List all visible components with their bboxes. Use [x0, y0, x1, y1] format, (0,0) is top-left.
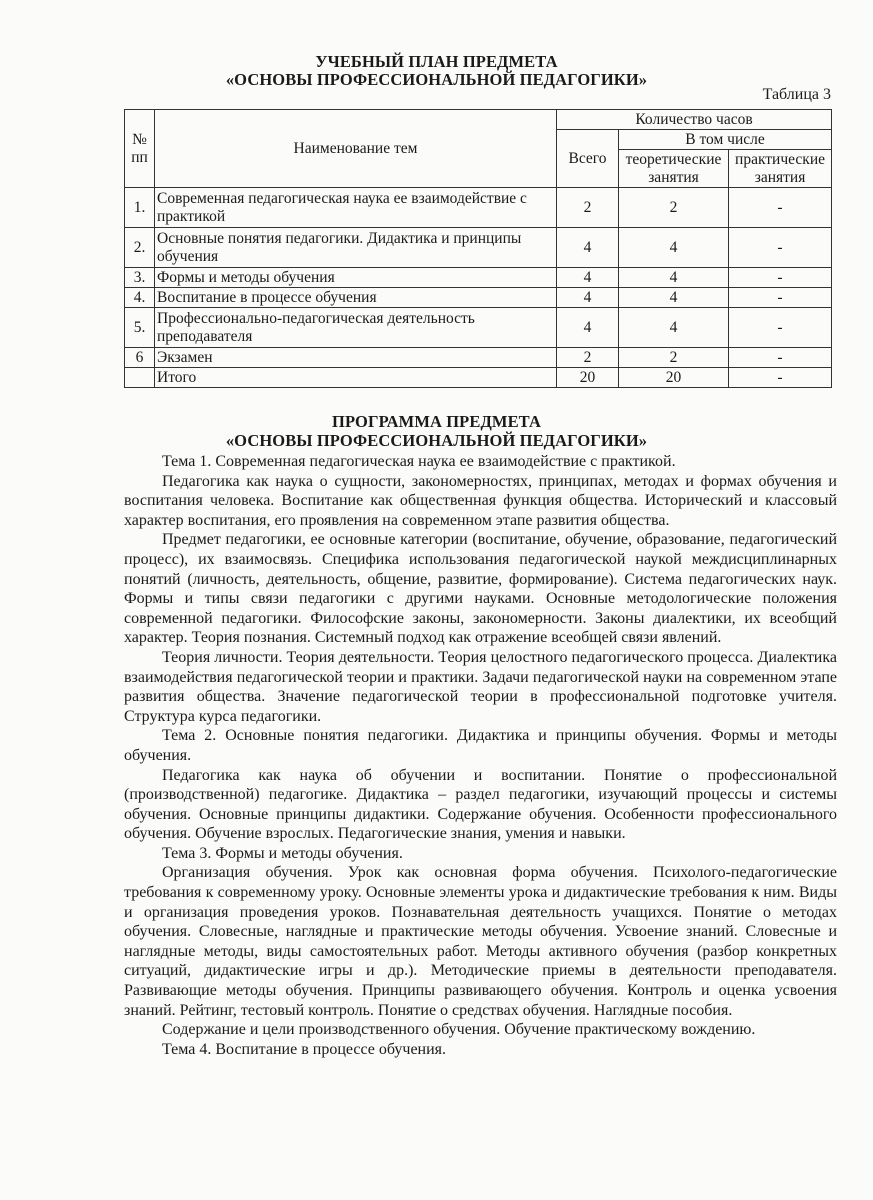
row-total: 4	[557, 268, 619, 288]
paragraph: Содержание и цели производственного обучения. Обучение практическому вождению.	[162, 1021, 756, 1039]
row-num: 5.	[125, 308, 155, 348]
row-num: 3.	[125, 268, 155, 288]
row-num: 6	[125, 348, 155, 368]
header-total: Всего	[557, 130, 619, 188]
row-theory: 4	[619, 268, 729, 288]
row-num: 1.	[125, 188, 155, 228]
header-num: № пп	[125, 110, 155, 188]
row-name: Экзамен	[155, 348, 557, 368]
plan-title-line2: «ОСНОВЫ ПРОФЕССИОНАЛЬНОЙ ПЕДАГОГИКИ»	[225, 70, 648, 89]
table-label: Таблица 3	[762, 86, 831, 103]
topic-heading: Тема 3. Формы и методы обучения.	[162, 844, 403, 862]
table-row	[125, 188, 832, 228]
row-name: Основные понятия педагогики. Дидактика и принципы обучения	[155, 228, 557, 268]
row-total: 4	[557, 308, 619, 348]
row-num	[125, 368, 155, 388]
header-practice: практические занятия	[729, 150, 832, 188]
row-practice: -	[729, 348, 832, 368]
row-total: 20	[557, 368, 619, 388]
curriculum-table	[124, 109, 832, 388]
table-row	[125, 288, 832, 308]
row-practice: -	[729, 268, 832, 288]
row-name: Профессионально-педагогическая деятельность преподавателя	[155, 308, 557, 348]
program-body	[124, 452, 837, 1059]
topic-heading: Тема 4. Воспитание в процессе обучения.	[162, 1040, 447, 1058]
table-row	[125, 268, 832, 288]
header-name: Наименование тем	[155, 110, 557, 188]
row-total: 4	[557, 228, 619, 268]
topic-heading: Тема 2. Основные понятия педагогики. Дидактика и принципы обучения. Формы и методы обучения.	[124, 727, 837, 764]
table-header-row	[125, 110, 832, 130]
table-row	[125, 308, 832, 348]
row-practice: -	[729, 288, 832, 308]
header-hours: Количество часов	[557, 110, 832, 130]
table-total-row	[125, 368, 832, 388]
row-theory: 2	[619, 188, 729, 228]
header-theory: теоретические занятия	[619, 150, 729, 188]
paragraph: Педагогика как наука о сущности, закономерностях, принципах, методах и формах обучения и воспитания человека. Воспитание как общественная функция общества. Исторический и классовый характер воспитания, его проявления на современном этапе развития общества.	[124, 472, 837, 529]
program-title-line2: «ОСНОВЫ ПРОФЕССИОНАЛЬНОЙ ПЕДАГОГИКИ»	[225, 431, 648, 450]
topic-heading: Тема 1. Современная педагогическая наука ее взаимодействие с практикой.	[162, 453, 676, 470]
row-theory: 4	[619, 308, 729, 348]
row-theory: 20	[619, 368, 729, 388]
plan-title-line1: УЧЕБНЫЙ ПЛАН ПРЕДМЕТА	[315, 52, 558, 71]
row-theory: 4	[619, 228, 729, 268]
row-num: 4.	[125, 288, 155, 308]
program-title-line1: ПРОГРАММА ПРЕДМЕТА	[332, 412, 541, 431]
row-theory: 4	[619, 288, 729, 308]
row-practice: -	[729, 188, 832, 228]
table-row	[125, 348, 832, 368]
paragraph: Организация обучения. Урок как основная форма обучения. Психолого-педагогические требования к современному уроку. Основные элементы урока и дидактические требования к ним. Виды и организация проведения уроков. Познавательная деятельность учащихся. Понятие о методах обучения. Словесные, наглядные и практические методы обучения. Усвоение знаний. Словесные и наглядные методы, виды самостоятельных работ. Методы активного обучения (разбор конкретных ситуаций, дидактические игры и др.). Методические приемы в деятельности преподавателя. Развивающие методы обучения. Принципы развивающего обучения. Контроль и оценка усвоения знаний. Рейтинг, тестовый контроль. Понятие о средствах обучения. Наглядные пособия.	[124, 864, 837, 1019]
row-name: Формы и методы обучения	[155, 268, 557, 288]
row-total: 2	[557, 188, 619, 228]
row-practice: -	[729, 228, 832, 268]
paragraph: Предмет педагогики, ее основные категории (воспитание, обучение, образование, педагогический процесс), их взаимосвязь. Специфика использования педагогической наукой междисциплинарных понятий (личность, деятельность, общение, развитие, формирование). Система педагогических наук. Формы и типы связи педагогики с другими науками. Основные методологические положения современной педагогики. Философские законы, закономерности. Законы диалектики, их всеобщий характер. Теория познания. Системный подход как отражение всеобщей связи явлений.	[124, 531, 837, 647]
row-total: 4	[557, 288, 619, 308]
row-practice: -	[729, 368, 832, 388]
row-num: 2.	[125, 228, 155, 268]
paragraph: Теория личности. Теория деятельности. Теория целостного педагогического процесса. Диалектика взаимодействия педагогической теории и практики. Задачи педагогической науки на современном этапе развития общества. Значение педагогической теории в профессиональной подготовке учителя. Структура курса педагогики.	[124, 648, 837, 725]
row-total: 2	[557, 348, 619, 368]
row-name: Итого	[155, 368, 557, 388]
table-row	[125, 228, 832, 268]
paragraph: Педагогика как наука об обучении и воспитании. Понятие о профессиональной (производственной) педагогике. Дидактика – раздел педагогики, изучающий процессы и системы обучения. Основные принципы дидактики. Содержание обучения. Особенности профессионального обучения. Обучение взрослых. Педагогические знания, умения и навыки.	[124, 766, 837, 843]
row-practice: -	[729, 308, 832, 348]
row-name: Современная педагогическая наука ее взаимодействие с практикой	[155, 188, 557, 228]
row-name: Воспитание в процессе обучения	[155, 288, 557, 308]
row-theory: 2	[619, 348, 729, 368]
header-including: В том числе	[619, 130, 832, 150]
